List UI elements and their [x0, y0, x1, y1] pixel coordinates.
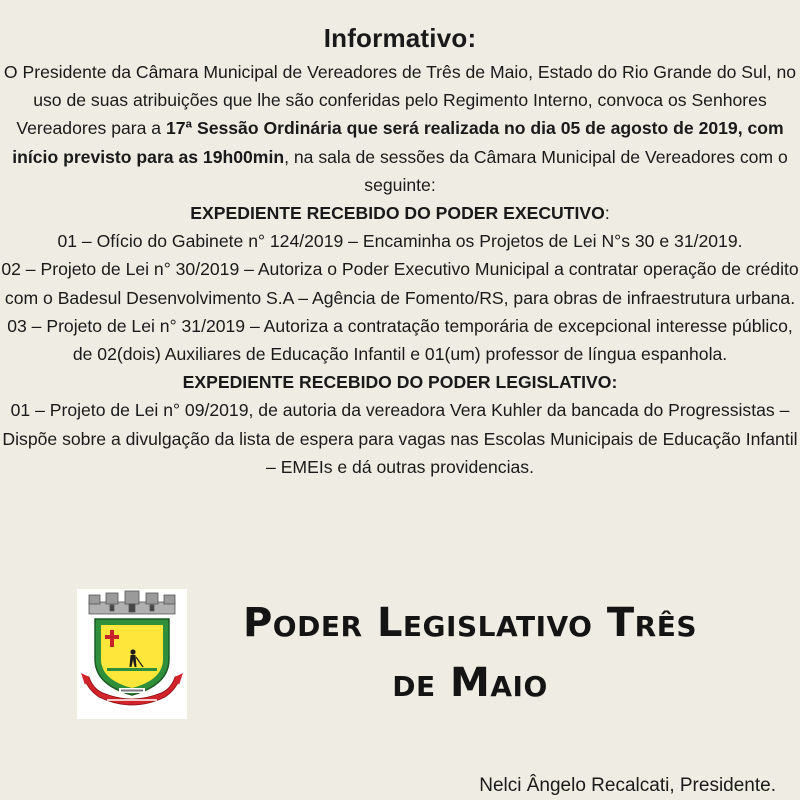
session-details: 17ª Sessão Ordinária que será realizada no dia 05 de agosto de 2019, com início previsto para as 19h00min: [12, 118, 784, 167]
executive-item-3: 03 – Projeto de Lei n° 31/2019 – Autoriza a contratação temporária de excepcional interesse público, de 02(dois) Auxiliares de Educação Infantil e 01(um) professor de língua espanhola.: [7, 315, 793, 365]
executive-item-1: 01 – Ofício do Gabinete n° 124/2019 – Encaminha os Projetos de Lei N°s 30 e 31/2019.: [57, 231, 743, 252]
legislative-heading: [0, 368, 800, 396]
intro-text-before: O Presidente da Câmara Municipal de Vereadores de Três de Maio, Estado do Rio Grande do Sul, no uso de suas atribuições que lhe são conferidas pelo Regimento Interno, convoca os Senhores Vereadores para a: [3, 62, 797, 139]
intro-paragraph: [0, 58, 800, 199]
executive-heading: [0, 199, 800, 227]
legislative-heading-text: EXPEDIENTE RECEBIDO DO PODER LEGISLATIVO:: [182, 372, 618, 393]
municipal-coat-of-arms-icon: [77, 589, 187, 719]
crown-icon: [89, 591, 175, 614]
notice-title: Informativo:: [323, 23, 477, 53]
org-name-line2: de Maio: [392, 660, 548, 706]
legislative-power-name: [200, 593, 740, 713]
notice-body: [0, 58, 800, 481]
executive-heading-text: EXPEDIENTE RECEBIDO DO PODER EXECUTIVO: [190, 203, 605, 224]
executive-heading-colon: :: [604, 203, 610, 224]
legislative-item-1: 01 – Projeto de Lei n° 09/2019, de autoria da vereadora Vera Kuhler da bancada do Progressistas – Dispõe sobre a divulgação da lista de espera para vagas nas Escolas Municipais de Educação Infantil – EMEIs e dá outras providencias.: [2, 400, 798, 477]
president-signature: Nelci Ângelo Recalcati, Presidente.: [479, 775, 776, 796]
intro-text-after: , na sala de sessões da Câmara Municipal de Vereadores com o seguinte:: [284, 146, 788, 195]
org-name-line1: Poder Legislativo Três: [242, 600, 698, 646]
executive-item-2: 02 – Projeto de Lei n° 30/2019 – Autoriza o Poder Executivo Municipal a contratar operação de crédito com o Badesul Desenvolvimento S.A – Agência de Fomento/RS, para obras de infraestrutura urbana.: [1, 259, 799, 308]
